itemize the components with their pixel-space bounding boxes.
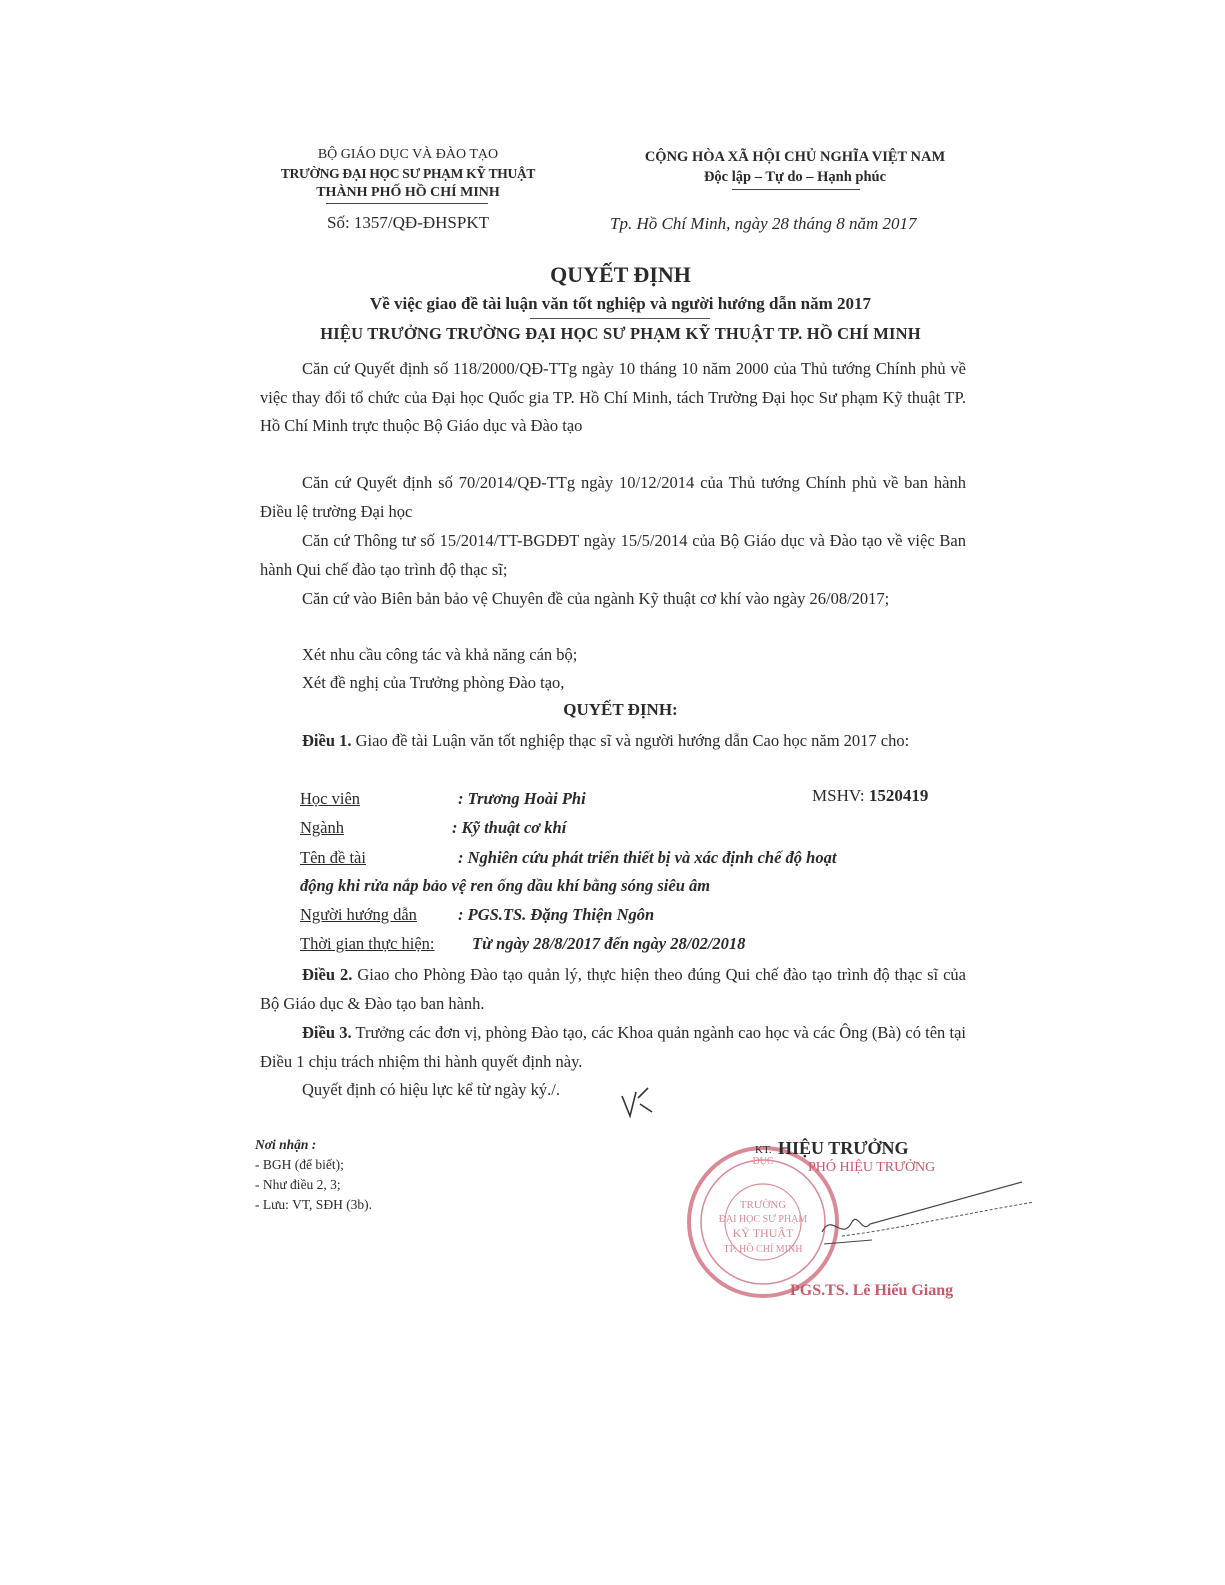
major-row [300,814,567,842]
article-2 [260,961,966,1018]
decision-heading: QUYẾT ĐỊNH: [563,700,678,719]
basis-paragraph: Căn cứ vào Biên bản bảo vệ Chuyên đề của ngành Kỹ thuật cơ khí vào ngày 26/08/2017; [302,589,890,608]
recipients-block [255,1135,372,1215]
article-3-text: Trưởng các đơn vị, phòng Đào tạo, các Khoa quản ngành cao học và các Ông (Bà) có tên tại Điều 1 chịu trách nhiệm thi hành quyết định này. [260,1023,966,1071]
issue-date: Tp. Hồ Chí Minh, ngày 28 tháng 8 năm 2017 [610,214,917,233]
svg-text:TP. HỒ CHÍ MINH: TP. HỒ CHÍ MINH [723,1244,803,1255]
period-label: Thời gian thực hiện: [300,934,435,953]
recipients-heading: Nơi nhận : [255,1137,317,1152]
mshv-label: MSHV: [812,786,865,805]
subtitle-underline [530,318,710,319]
period-value: Từ ngày 28/8/2017 đến ngày 28/02/2018 [472,934,746,953]
national-motto: Độc lập – Tự do – Hạnh phúc [703,169,887,185]
topic-value-continued: động khi rửa nắp bảo vệ ren ống dầu khí bằng sóng siêu âm [300,876,711,895]
article-1 [260,727,966,756]
svg-text:ĐẠI HỌC SƯ PHẠM: ĐẠI HỌC SƯ PHẠM [718,1214,808,1225]
republic-name: CỘNG HÒA XÃ HỘI CHỦ NGHĨA VIỆT NAM [644,149,946,165]
issuer-block [258,145,558,202]
school-city: THÀNH PHỐ HỒ CHÍ MINH [316,185,500,200]
article-1-text: Giao đề tài Luận văn tốt nghiệp thạc sĩ và người hướng dẫn Cao học năm 2017 cho: [355,731,910,750]
svg-text:KỸ THUẬT: KỸ THUẬT [732,1226,794,1240]
article-2-text: Giao cho Phòng Đào tạo quản lý, thực hiện theo đúng Qui chế đào tạo trình độ thạc sĩ của Bộ Giáo dục & Đào tạo ban hành. [260,965,966,1013]
document-title: QUYẾT ĐỊNH [550,262,691,287]
svg-text:ĐỤC: ĐỤC [752,1156,774,1167]
document-number: Số: 1357/QĐ-ĐHSPKT [327,213,489,232]
basis-paragraph: Căn cứ Thông tư số 15/2014/TT-BGDĐT ngày 15/5/2014 của Bộ Giáo dục và Đào tạo về việc Ban hành Qui chế đào tạo trình độ thạc sĩ; [260,531,966,579]
handwritten-signature [812,1172,1042,1272]
article-2-label: Điều 2. [302,965,353,984]
signer-name: PGS.TS. Lê Hiếu Giang [790,1282,954,1299]
major-value: : Kỹ thuật cơ khí [452,818,567,837]
principal-heading: HIỆU TRƯỞNG TRƯỜNG ĐẠI HỌC SƯ PHẠM KỸ THUẬT TP. HỒ CHÍ MINH [320,324,921,343]
topic-value: : Nghiên cứu phát triển thiết bị và xác định chế độ hoạt [458,848,837,867]
school-name: TRƯỜNG ĐẠI HỌC SƯ PHẠM KỸ THUẬT [280,166,536,181]
issuer-underline [326,203,488,204]
national-header [600,147,990,187]
topic-row [300,844,837,872]
document-subtitle: Về việc giao đề tài luận văn tốt nghiệp và người hướng dẫn năm 2017 [369,294,872,313]
student-value: : Trương Hoài Phi [458,789,586,808]
basis-paragraph: Căn cứ Quyết định số 118/2000/QĐ-TTg ngày 10 tháng 10 năm 2000 của Thủ tướng Chính phủ về việc thay đổi tổ chức của Đại học Quốc gia TP. Hồ Chí Minh, tách Trường Đại học Sư phạm Kỹ thuật TP. Hồ Chí Minh trực thuộc Bộ Giáo dục và Đào tạo [260,359,966,435]
svg-text:TRƯỜNG: TRƯỜNG [739,1199,787,1211]
recipient-item: - Lưu: VT, SĐH (3b). [255,1197,373,1212]
article-3 [260,1019,966,1076]
major-label: Ngành [300,818,344,837]
basis-paragraph: Xét nhu cầu công tác và khả năng cán bộ; [302,645,578,664]
article-1-label: Điều 1. [302,731,352,750]
article-3-label: Điều 3. [302,1023,352,1042]
effective-clause: Quyết định có hiệu lực kể từ ngày ký./. [302,1080,560,1099]
ministry-name: BỘ GIÁO DỤC VÀ ĐÀO TẠO [317,147,499,162]
topic-label: Tên đề tài [300,848,366,867]
basis-paragraph: Căn cứ Quyết định số 70/2014/QĐ-TTg ngày 10/12/2014 của Thủ tướng Chính phủ về ban hành Điều lệ trường Đại học [260,473,966,521]
advisor-value: : PGS.TS. Đặng Thiện Ngôn [458,905,655,924]
student-row [300,785,586,813]
period-row [300,930,746,958]
signer-role: PHÓ HIỆU TRƯỞNG [808,1160,936,1175]
student-label: Học viên [300,789,361,808]
signature-kt: KT. [755,1144,772,1156]
advisor-row [300,901,655,929]
initials-mark [618,1082,658,1122]
student-id [812,786,928,806]
recipient-item: - Như điều 2, 3; [255,1177,341,1192]
recipient-item: - BGH (để biết); [255,1157,344,1172]
signer-title: HIỆU TRƯỞNG [778,1138,909,1158]
basis-paragraph: Xét đề nghị của Trưởng phòng Đào tạo, [302,673,565,692]
advisor-label: Người hướng dẫn [300,905,417,924]
mshv-value: 1520419 [868,786,929,805]
motto-underline [732,189,860,190]
topic-row-continued [300,872,710,900]
